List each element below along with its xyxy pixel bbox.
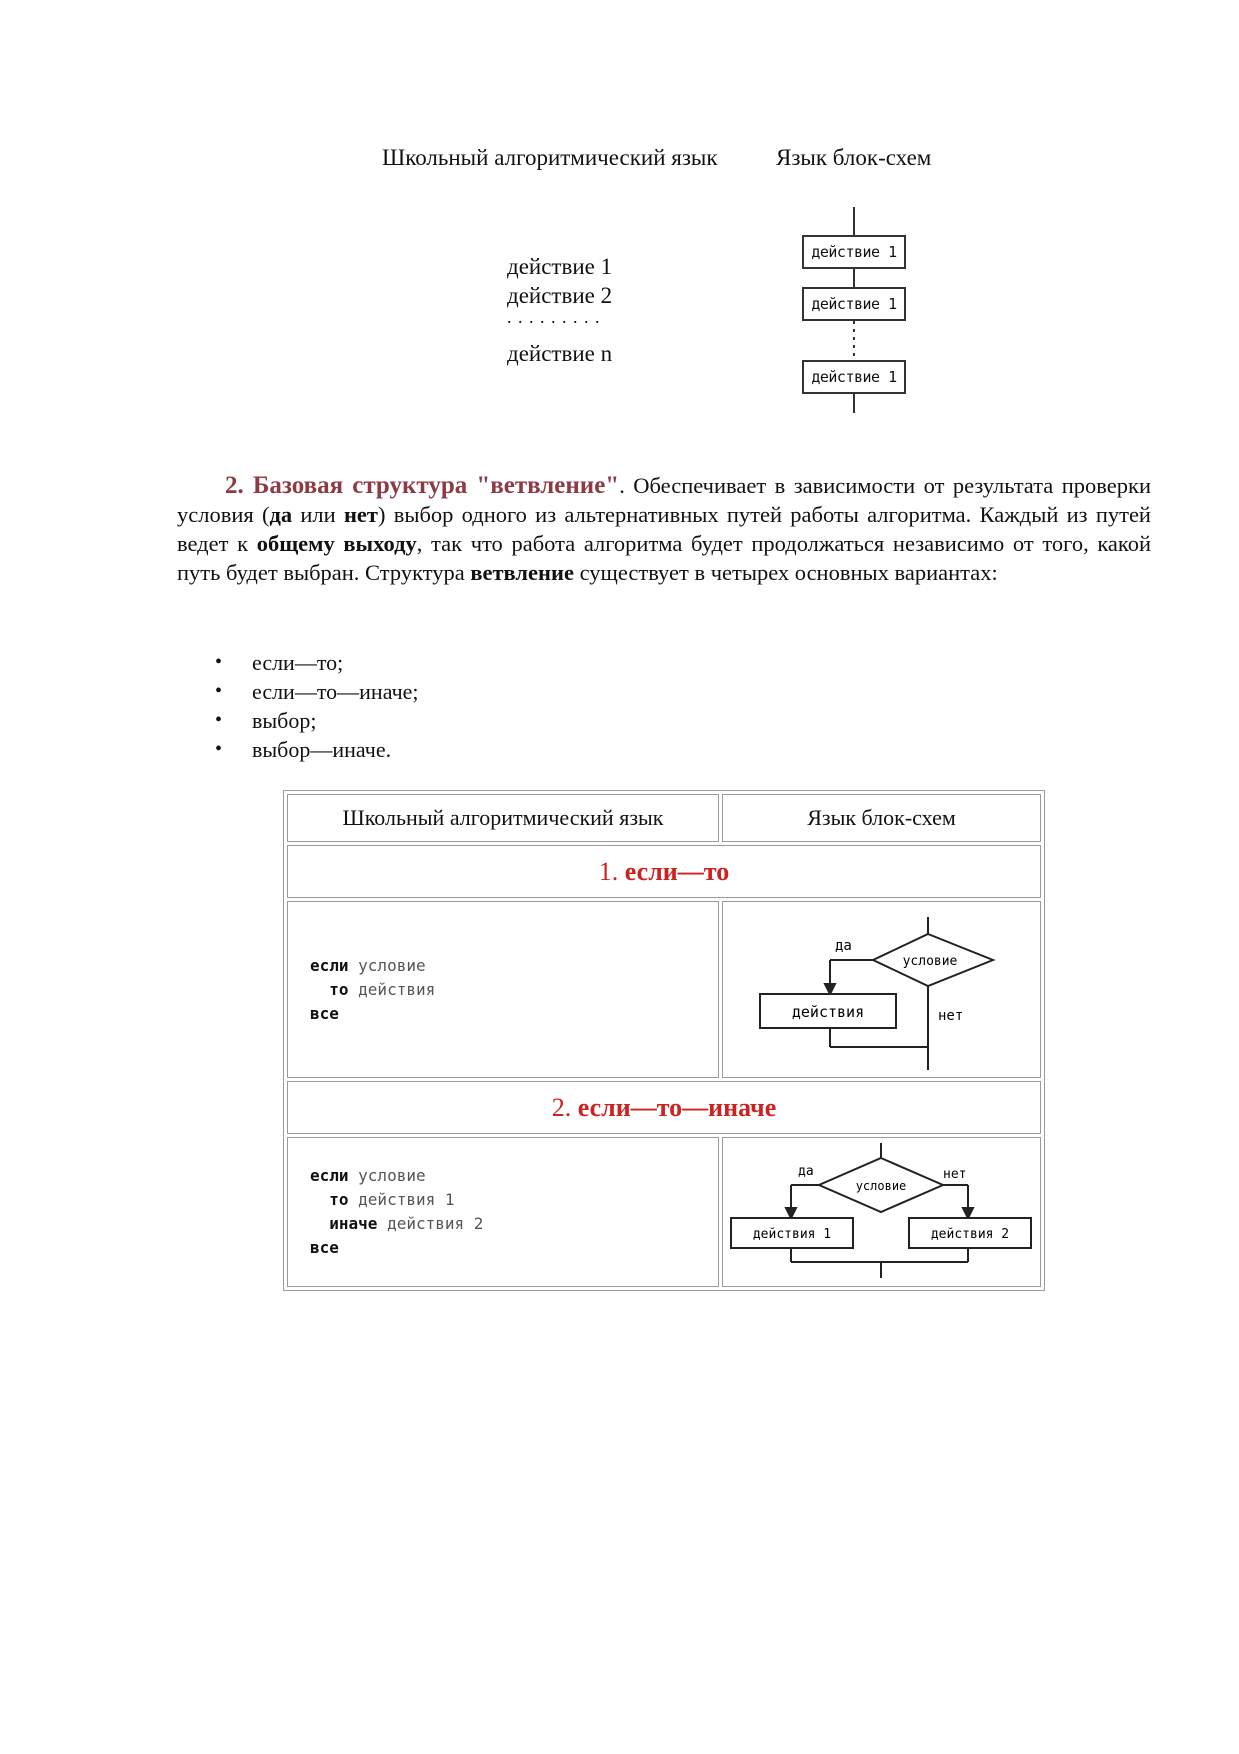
flowchart-if-then-cell — [722, 901, 1041, 1078]
label-actions: действия — [791, 1003, 865, 1021]
step-1: действие 1 — [507, 254, 613, 279]
label-no: нет — [943, 1167, 967, 1182]
flowchart-if-then — [723, 902, 1039, 1077]
label-actions-2: действия 2 — [930, 1227, 1010, 1242]
branching-paragraph: 2. Базовая структура "ветвление". Обеспечивает в зависимости от результата проверки условия (да или нет) выбор одного из альтернативных путей работы алгоритма. Каждый из путей ведет к общему выходу, так что работа алгоритма будет продолжаться независимо от того, какой путь будет выбран. Структура ветвление существует в четырех основных вариантах: — [177, 472, 1151, 585]
top-header-right: Язык блок-схем — [776, 145, 932, 170]
list-item: • если—то—иначе; — [215, 677, 419, 706]
flowchart-if-then-else — [723, 1138, 1039, 1286]
step-n: действие n — [507, 341, 613, 366]
list-item: • выбор; — [215, 706, 419, 735]
section-title: 2. Базовая структура "ветвление" — [225, 472, 620, 499]
flow-block-2: действие 1 — [802, 287, 906, 321]
label-yes: да — [835, 938, 852, 954]
table-header-left: Школьный алгоритмический язык — [287, 794, 719, 842]
section-if-then: 1. если—то — [287, 845, 1041, 898]
list-item: • если—то; — [215, 648, 419, 677]
list-item: • выбор—иначе. — [215, 735, 419, 764]
step-2: действие 2 — [507, 283, 613, 308]
top-header-left: Школьный алгоритмический язык — [382, 145, 718, 170]
label-condition: условие — [855, 1179, 907, 1193]
code-if-then-else: если условие то действия 1 иначе действия 2 все — [287, 1137, 719, 1287]
flowchart-if-then-else-cell — [722, 1137, 1041, 1287]
step-dots: . . . . . . . . . — [507, 307, 601, 327]
flow-block-1: действие 1 — [802, 235, 906, 269]
label-yes: да — [798, 1164, 814, 1179]
flow-block-3: действие 1 — [802, 360, 906, 394]
code-if-then: если условие то действия все — [287, 901, 719, 1078]
table-header-right: Язык блок-схем — [722, 794, 1041, 842]
comparison-table — [283, 790, 1045, 1291]
label-no: нет — [938, 1008, 964, 1024]
section-if-then-else: 2. если—то—иначе — [287, 1081, 1041, 1134]
variants-list — [215, 648, 419, 764]
label-condition: условие — [902, 954, 958, 969]
label-actions-1: действия 1 — [752, 1227, 832, 1242]
